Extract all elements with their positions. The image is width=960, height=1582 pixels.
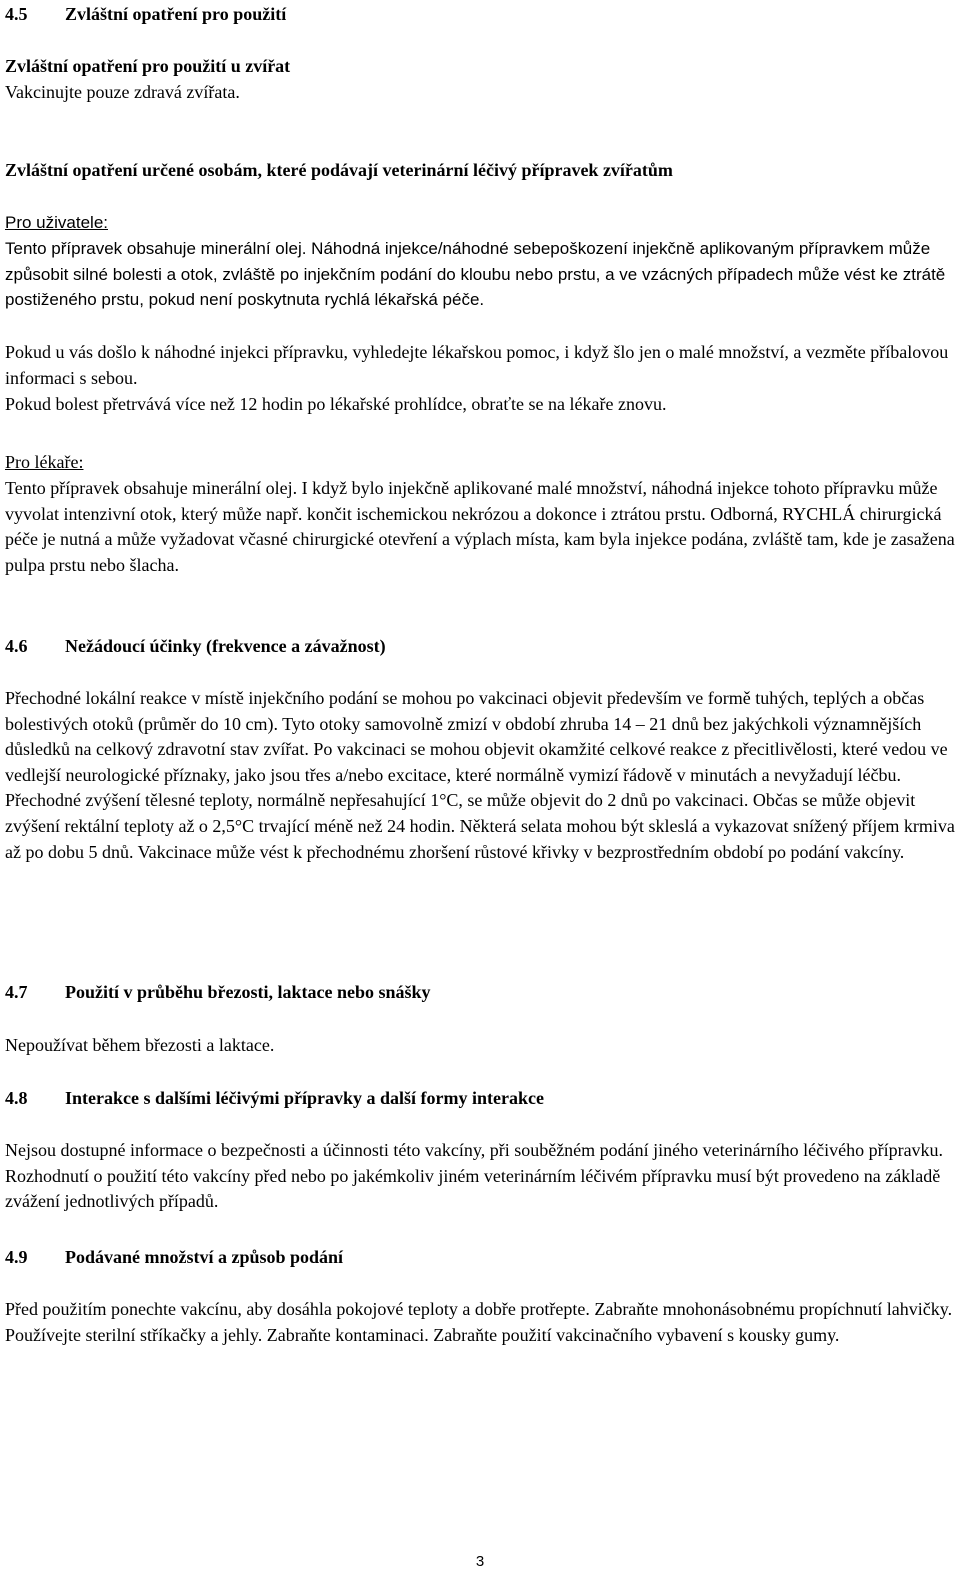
section-number: 4.9 [5, 1247, 28, 1267]
paragraph-user-2: Pokud u vás došlo k náhodné injekci přípravku, vyhledejte lékařskou pomoc, i když šlo jen o malé množství, a vezměte příbalovou informaci s sebou. [5, 342, 949, 388]
section-4-6-heading [5, 634, 955, 660]
paragraph-user-1: Tento přípravek obsahuje minerální olej. Náhodná injekce/náhodné sebepoškození injekčně aplikovaným přípravkem může způsobit silné bolesti a otok, zvláště po injekčním podání do kloubu nebo prstu, a ve vzácných případech může vést ke ztrátě postiženého prstu, pokud není poskytnuta rychlá lékařská péče. [5, 239, 946, 310]
section-4-9-heading [5, 1245, 955, 1271]
section-title: Interakce s dalšími léčivými přípravky a další formy interakce [65, 1088, 544, 1108]
section-4-7-heading [5, 980, 955, 1006]
paragraph-interactions: Nejsou dostupné informace o bezpečnosti a účinnosti této vakcíny, při souběžném podání jiného veterinárního léčivého přípravku. Rozhodnutí o použití této vakcíny před nebo po jakémkoliv jiném veterinárním léčivém přípravku musí být provedeno na základě zvážení jednotlivých případů. [5, 1140, 944, 1212]
section-4-8-heading [5, 1086, 955, 1112]
section-title: Zvláštní opatření pro použití [65, 4, 287, 24]
subheading-persons: Zvláštní opatření určené osobám, které podávají veterinární léčivý přípravek zvířatům [5, 160, 673, 180]
subheading-animals: Zvláštní opatření pro použití u zvířat [5, 56, 291, 76]
section-number: 4.7 [5, 982, 28, 1002]
section-title: Podávané množství a způsob podání [65, 1247, 344, 1267]
section-title: Použití v průběhu březosti, laktace nebo snášky [65, 982, 431, 1002]
label-for-user: Pro uživatele: [5, 213, 108, 232]
paragraph-user-3: Pokud bolest přetrvává více než 12 hodin po lékařské prohlídce, obraťte se na lékaře znovu. [5, 394, 667, 414]
page-number: 3 [475, 1553, 485, 1570]
paragraph-adverse-effects: Přechodné lokální reakce v místě injekčního podání se mohou po vakcinaci objevit především ve formě tuhých, teplých a občas bolestivých otoků (průměr do 10 cm). Tyto otoky samovolně zmizí v období zhruba 14 – 21 dnů bez jakýchkoli významnějších důsledků na celkový zdravotní stav zvířat. Po vakcinaci se mohou objevit okamžité celkové reakce z přecitlivělosti, které vedou ve vedlejší neurologické příznaky, jako jsou třes a/nebo excitace, které normálně vymizí řádově v minutách a nevyžadují léčbu. Přechodné zvýšení tělesné teploty, normálně nepřesahující 1°C, se může objevit do 2 dnů po vakcinaci. Občas se může objevit zvýšení rektální teploty až o 2,5°C trvající méně než 24 hodin. Některá selata mohou být skleslá a vykazovat snížený příjem krmiva až po dobu 5 dnů. Vakcinace může vést k přechodnému zhoršení růstové křivky v bezprostředním období po podání vakcíny. [5, 688, 955, 862]
section-number: 4.8 [5, 1088, 28, 1108]
section-title: Nežádoucí účinky (frekvence a závažnost) [65, 636, 386, 656]
section-number: 4.6 [5, 636, 28, 656]
section-number: 4.5 [5, 4, 28, 24]
paragraph-dosage: Před použitím ponechte vakcínu, aby dosáhla pokojové teploty a dobře protřepte. Zabraňte mnohonásobnému propíchnutí lahvičky. Používejte sterilní stříkačky a jehly. Zabraňte kontaminaci. Zabraňte použití vakcinačního vybavení s kousky gumy. [5, 1299, 953, 1345]
label-for-doctor: Pro lékaře: [5, 452, 84, 472]
paragraph-pregnancy: Nepoužívat během březosti a laktace. [5, 1035, 275, 1055]
section-4-5-heading [5, 2, 955, 28]
paragraph-doctor: Tento přípravek obsahuje minerální olej. I když bylo injekčně aplikované malé množství, náhodná injekce tohoto přípravku může vyvolat intenzivní otok, který může např. končit ischemickou nekrózou a dokonce i ztrátou prstu. Odborná, RYCHLÁ chirurgická péče je nutná a může vyžadovat včasné chirurgické otevření a výplach místa, kam byla injekce podána, zvláště tam, kde je zasažena pulpa prstu nebo šlacha. [5, 478, 955, 575]
paragraph-animals: Vakcinujte pouze zdravá zvířata. [5, 82, 240, 102]
